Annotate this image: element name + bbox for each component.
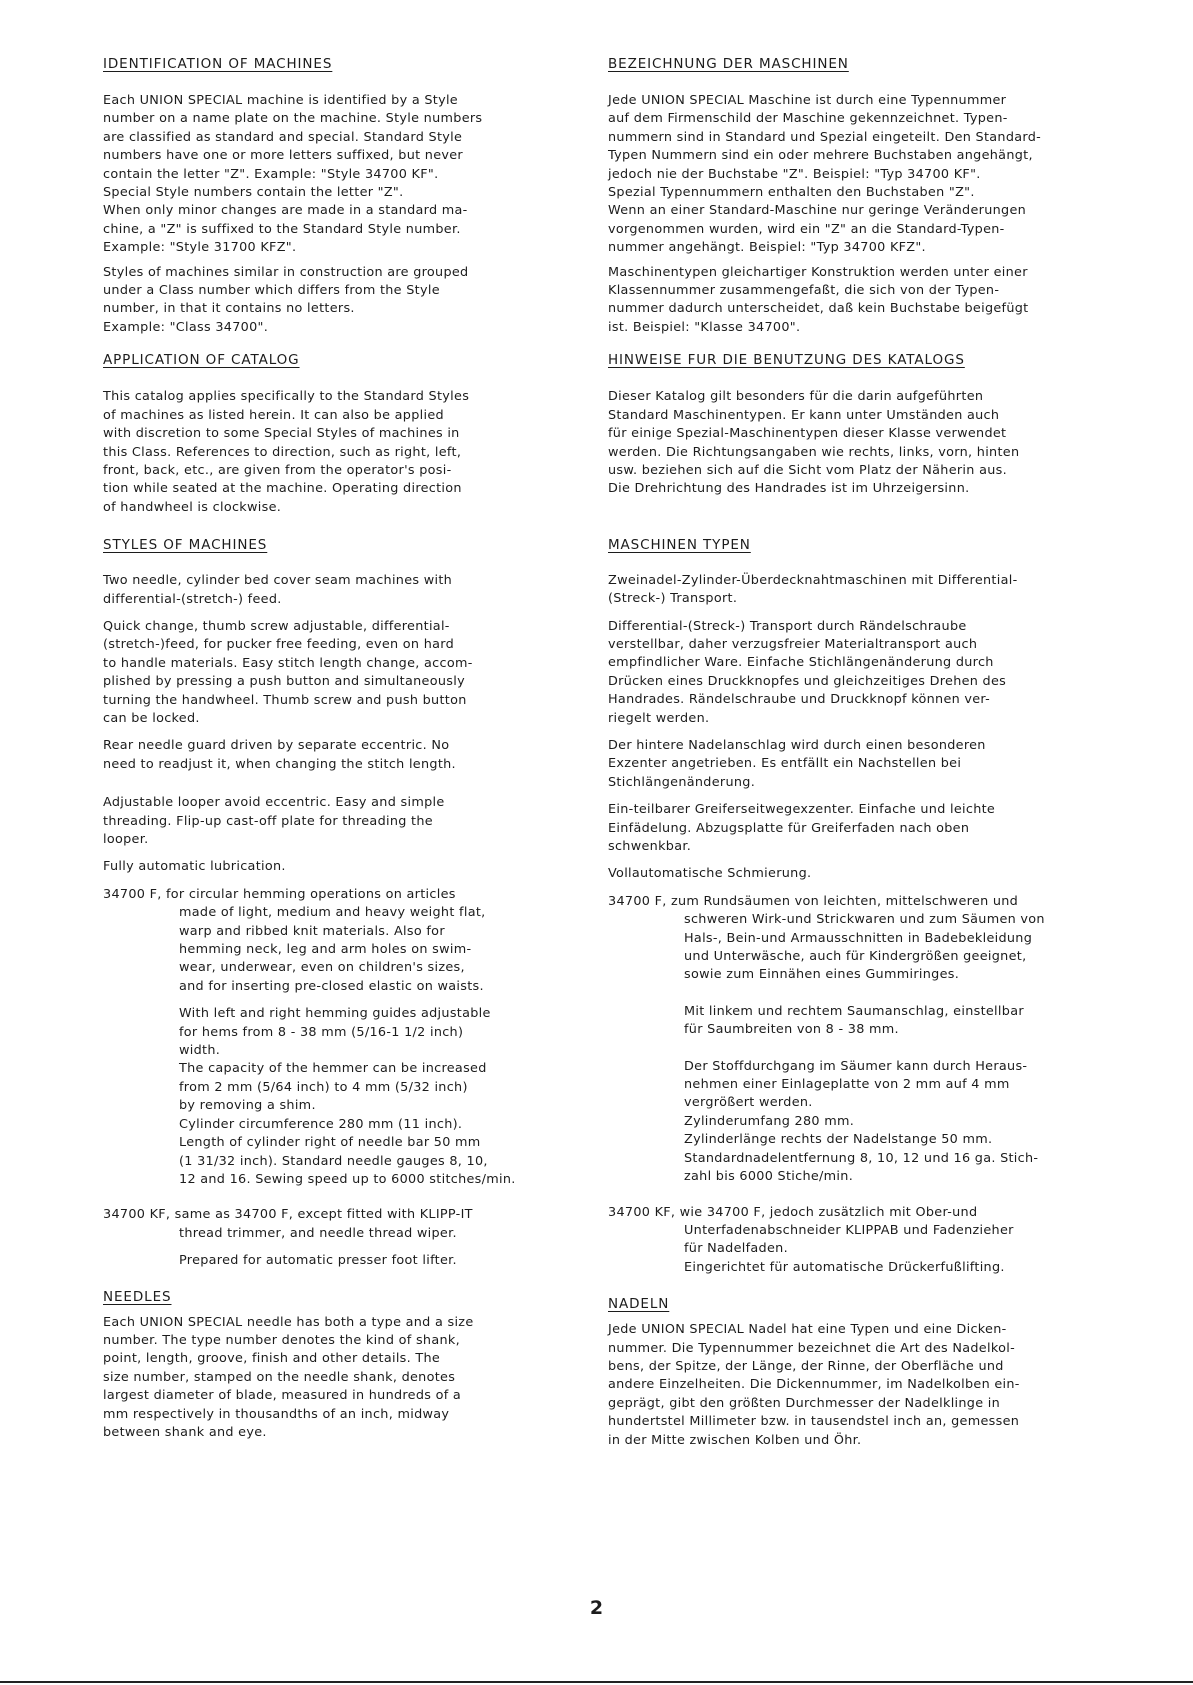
german-column [608, 56, 1098, 1450]
heading-needles: NEEDLES [103, 1288, 172, 1305]
heading-styles: STYLES OF MACHINES [103, 537, 268, 554]
heading-typen: MASCHINEN TYPEN [608, 536, 751, 553]
paragraph-needles-1: Each UNION SPECIAL needle has both a type and a size number. The type number denotes the kind of shank, point, length, groove, finish and other details. The size number, stamped on the needle shank, denotes largest diameter of blade, measured in hundreds of a mm respectively in thousandths of an inch, midway between shank and eye. [103, 1314, 474, 1440]
heading-bezeichnung: BEZEICHNUNG DER MASCHINEN [608, 56, 849, 72]
paragraph-styles-2: Quick change, thumb screw adjustable, differential- (stretch-)feed, for pucker free feeding, even on hard to handle materials. Easy stitch length change, accom- plished by pressing a push button and simultaneously turning the handwheel. Thumb screw and push button can be locked. [103, 618, 473, 726]
style-34700f-first-line: 34700 F, for circular hemming operations on articles [103, 886, 456, 902]
paragraph-styles-4: Adjustable looper avoid eccentric. Easy and simple threading. Flip-up cast-off plate for threading the looper. [103, 795, 445, 847]
heading-identification: IDENTIFICATION OF MACHINES [103, 56, 333, 72]
paragraph-styles-3: Rear needle guard driven by separate eccentric. No need to readjust it, when changing the stitch length. [103, 738, 456, 772]
paragraph-nadeln-1: Jede UNION SPECIAL Nadel hat eine Typen und eine Dicken- nummer. Die Typennummer bezeichnet die Art des Nadelkol- bens, der Spitze, der Länge, der Rinne, der Oberfläche und andere Einzelheiten. Die Dickennummer, im Nadelkolben ein- geprägt, gibt den größten Durchmesser der Nadelklinge in hundertstel Millimeter bzw. in tausendstel inch an, gemessen in der Mitte zwischen Kolben und Öhr. [608, 1322, 1020, 1448]
typ-34700f-saumanschlag: Mit linkem und rechtem Saumanschlag, einstellbar für Saumbreiten von 8 - 38 mm. [684, 1003, 1024, 1038]
paragraph-bezeichnung-2: Maschinentypen gleichartiger Konstruktion werden unter einer Klassennummer zusammengefaßt, die sich von der Typen- nummer dadurch unterscheidet, daß kein Buchstabe beigefügt ist. Beispiel: "Klasse 34700". [608, 264, 1029, 335]
paragraph-application-1: This catalog applies specifically to the Standard Styles of machines as listed herein. It can also be applied with discretion to some Special Styles of machines in this Class. References to direction, such as right, left, front, back, etc., are given from the operator's posi- tion while seated at the machine. Operating direction of handwheel is clockwise. [103, 389, 470, 515]
heading-nadeln: NADELN [608, 1296, 670, 1313]
page-number: 2 [589, 1597, 604, 1619]
paragraph-identification-1: Each UNION SPECIAL machine is identified by a Style number on a name plate on the machine. Style numbers are classified as standard and special. Standard Style numbers have one or more letters suffixed, but never contain the letter "Z". Example: "Style 34700 KF". Special Style numbers contain the letter "Z". When only minor changes are made in a standard ma- chine, a "Z" is suffixed to the Standard Style number. Example: "Style 31700 KFZ". [103, 93, 483, 256]
typ-34700f-first-line: 34700 F, zum Rundsäumen von leichten, mittelschweren und [608, 893, 1019, 909]
typ-34700f-description: schweren Wirk-und Strickwaren und zum Säumen von Hals-, Bein-und Armausschnitten in Badebekleidung und Unterwäsche, auch für Kindergrößen geeignet, sowie zum Einnähen eines Gummiringes. [684, 912, 1045, 983]
paragraph-typen-4: Ein-teilbarer Greiferseitwegexzenter. Einfache und leichte Einfädelung. Abzugsplatte für Greiferfaden nach oben schwenkbar. [608, 802, 996, 854]
english-column [103, 56, 595, 1442]
paragraph-typen-2: Differential-(Streck-) Transport durch Rändelschraube verstellbar, daher verzugsfreier Materialtransport auch empfindlicher Ware. Einfache Stichlängenänderung durch Drücken eines Druckknopfes und gleichzeitiges Drehen des Handrades. Rändelschraube und Druckknopf können ver- riegelt werden. [608, 618, 1007, 726]
style-34700kf-presser-lifter: Prepared for automatic presser foot lifter. [179, 1253, 457, 1269]
paragraph-styles-5: Fully automatic lubrication. [103, 859, 286, 875]
heading-hinweise: HINWEISE FUR DIE BENUTZUNG DES KATALOGS [608, 352, 965, 369]
paragraph-hinweise-1: Dieser Katalog gilt besonders für die darin aufgeführten Standard Maschinentypen. Er kann unter Umständen auch für einige Spezial-Maschinentypen dieser Klasse verwendet werden. Die Richtungsangaben wie rechts, links, vorn, hinten usw. beziehen sich auf die Sicht vom Platz der Näherin aus. Die Drehrichtung des Handrades ist im Uhrzeigersinn. [608, 389, 1020, 497]
paragraph-typen-3: Der hintere Nadelanschlag wird durch einen besonderen Exzenter angetrieben. Es entfällt ein Nachstellen bei Stichlängenänderung. [608, 737, 986, 790]
heading-application: APPLICATION OF CATALOG [103, 352, 300, 369]
typ-34700kf-first-line: 34700 KF, wie 34700 F, jedoch zusätzlich mit Ober-und [608, 1204, 978, 1220]
paragraph-identification-2: Styles of machines similar in construction are grouped under a Class number which differs from the Style number, in that it contains no letters. Example: "Class 34700". [103, 264, 469, 335]
style-34700f-details: With left and right hemming guides adjustable for hems from 8 - 38 mm (5/16-1 1/2 inch) width. The capacity of the hemmer can be increased from 2 mm (5/64 inch) to 4 mm (5/32 inch) by removing a shim. Cylinder circumference 280 mm (11 inch). Length of cylinder right of needle bar 50 mm (1 31/32 inch). Standard needle gauges 8, 10, 12 and 16. Sewing speed up to 6000 stitches/min. [179, 1006, 516, 1187]
style-34700f-description: made of light, medium and heavy weight flat, warp and ribbed knit materials. Also for hemming neck, leg and arm holes on swim- wear, underwear, even on children's sizes, and for inserting pre-closed elastic on waists. [179, 905, 486, 994]
paragraph-bezeichnung-1: Jede UNION SPECIAL Maschine ist durch eine Typennummer auf dem Firmenschild der Maschine gekennzeichnet. Typen- nummern sind in Standard und Spezial eingeteilt. Den Standard- Typen Nummern sind ein oder mehrere Buchstaben angehängt, jedoch nie der Buchstabe "Z". Beispiel: "Typ 34700 KF". Spezial Typennummern enthalten den Buchstaben "Z". Wenn an einer Standard-Maschine nur geringe Veränderungen vorgenommen wurden, wird ein "Z" an die Standard-Typen- nummer angehängt. Beispiel: "Typ 34700 KFZ". [608, 93, 1042, 256]
paragraph-typen-5: Vollautomatische Schmierung. [608, 866, 812, 882]
typ-34700f-details: Der Stoffdurchgang im Säumer kann durch Heraus- nehmen einer Einlageplatte von 2 mm auf 4 mm vergrößert werden. Zylinderumfang 280 mm. Zylinderlänge rechts der Nadelstange 50 mm. Standardnadelentfernung 8, 10, 12 und 16 ga. Stich- zahl bis 6000 Stiche/min. [684, 1058, 1039, 1185]
style-34700kf-description: thread trimmer, and needle thread wiper. [179, 1225, 457, 1241]
bottom-rule [0, 1681, 1193, 1683]
paragraph-typen-1: Zweinadel-Zylinder-Überdecknahtmaschinen mit Differential- (Streck-) Transport. [608, 572, 1018, 607]
style-34700kf-first-line: 34700 KF, same as 34700 F, except fitted with KLIPP-IT [103, 1207, 473, 1223]
typ-34700kf-description: Unterfadenabschneider KLIPPAB und Fadenzieher für Nadelfaden. Eingerichtet für automatische Drückerfußlifting. [684, 1222, 1014, 1275]
paragraph-styles-1: Two needle, cylinder bed cover seam machines with differential-(stretch-) feed. [103, 573, 453, 607]
